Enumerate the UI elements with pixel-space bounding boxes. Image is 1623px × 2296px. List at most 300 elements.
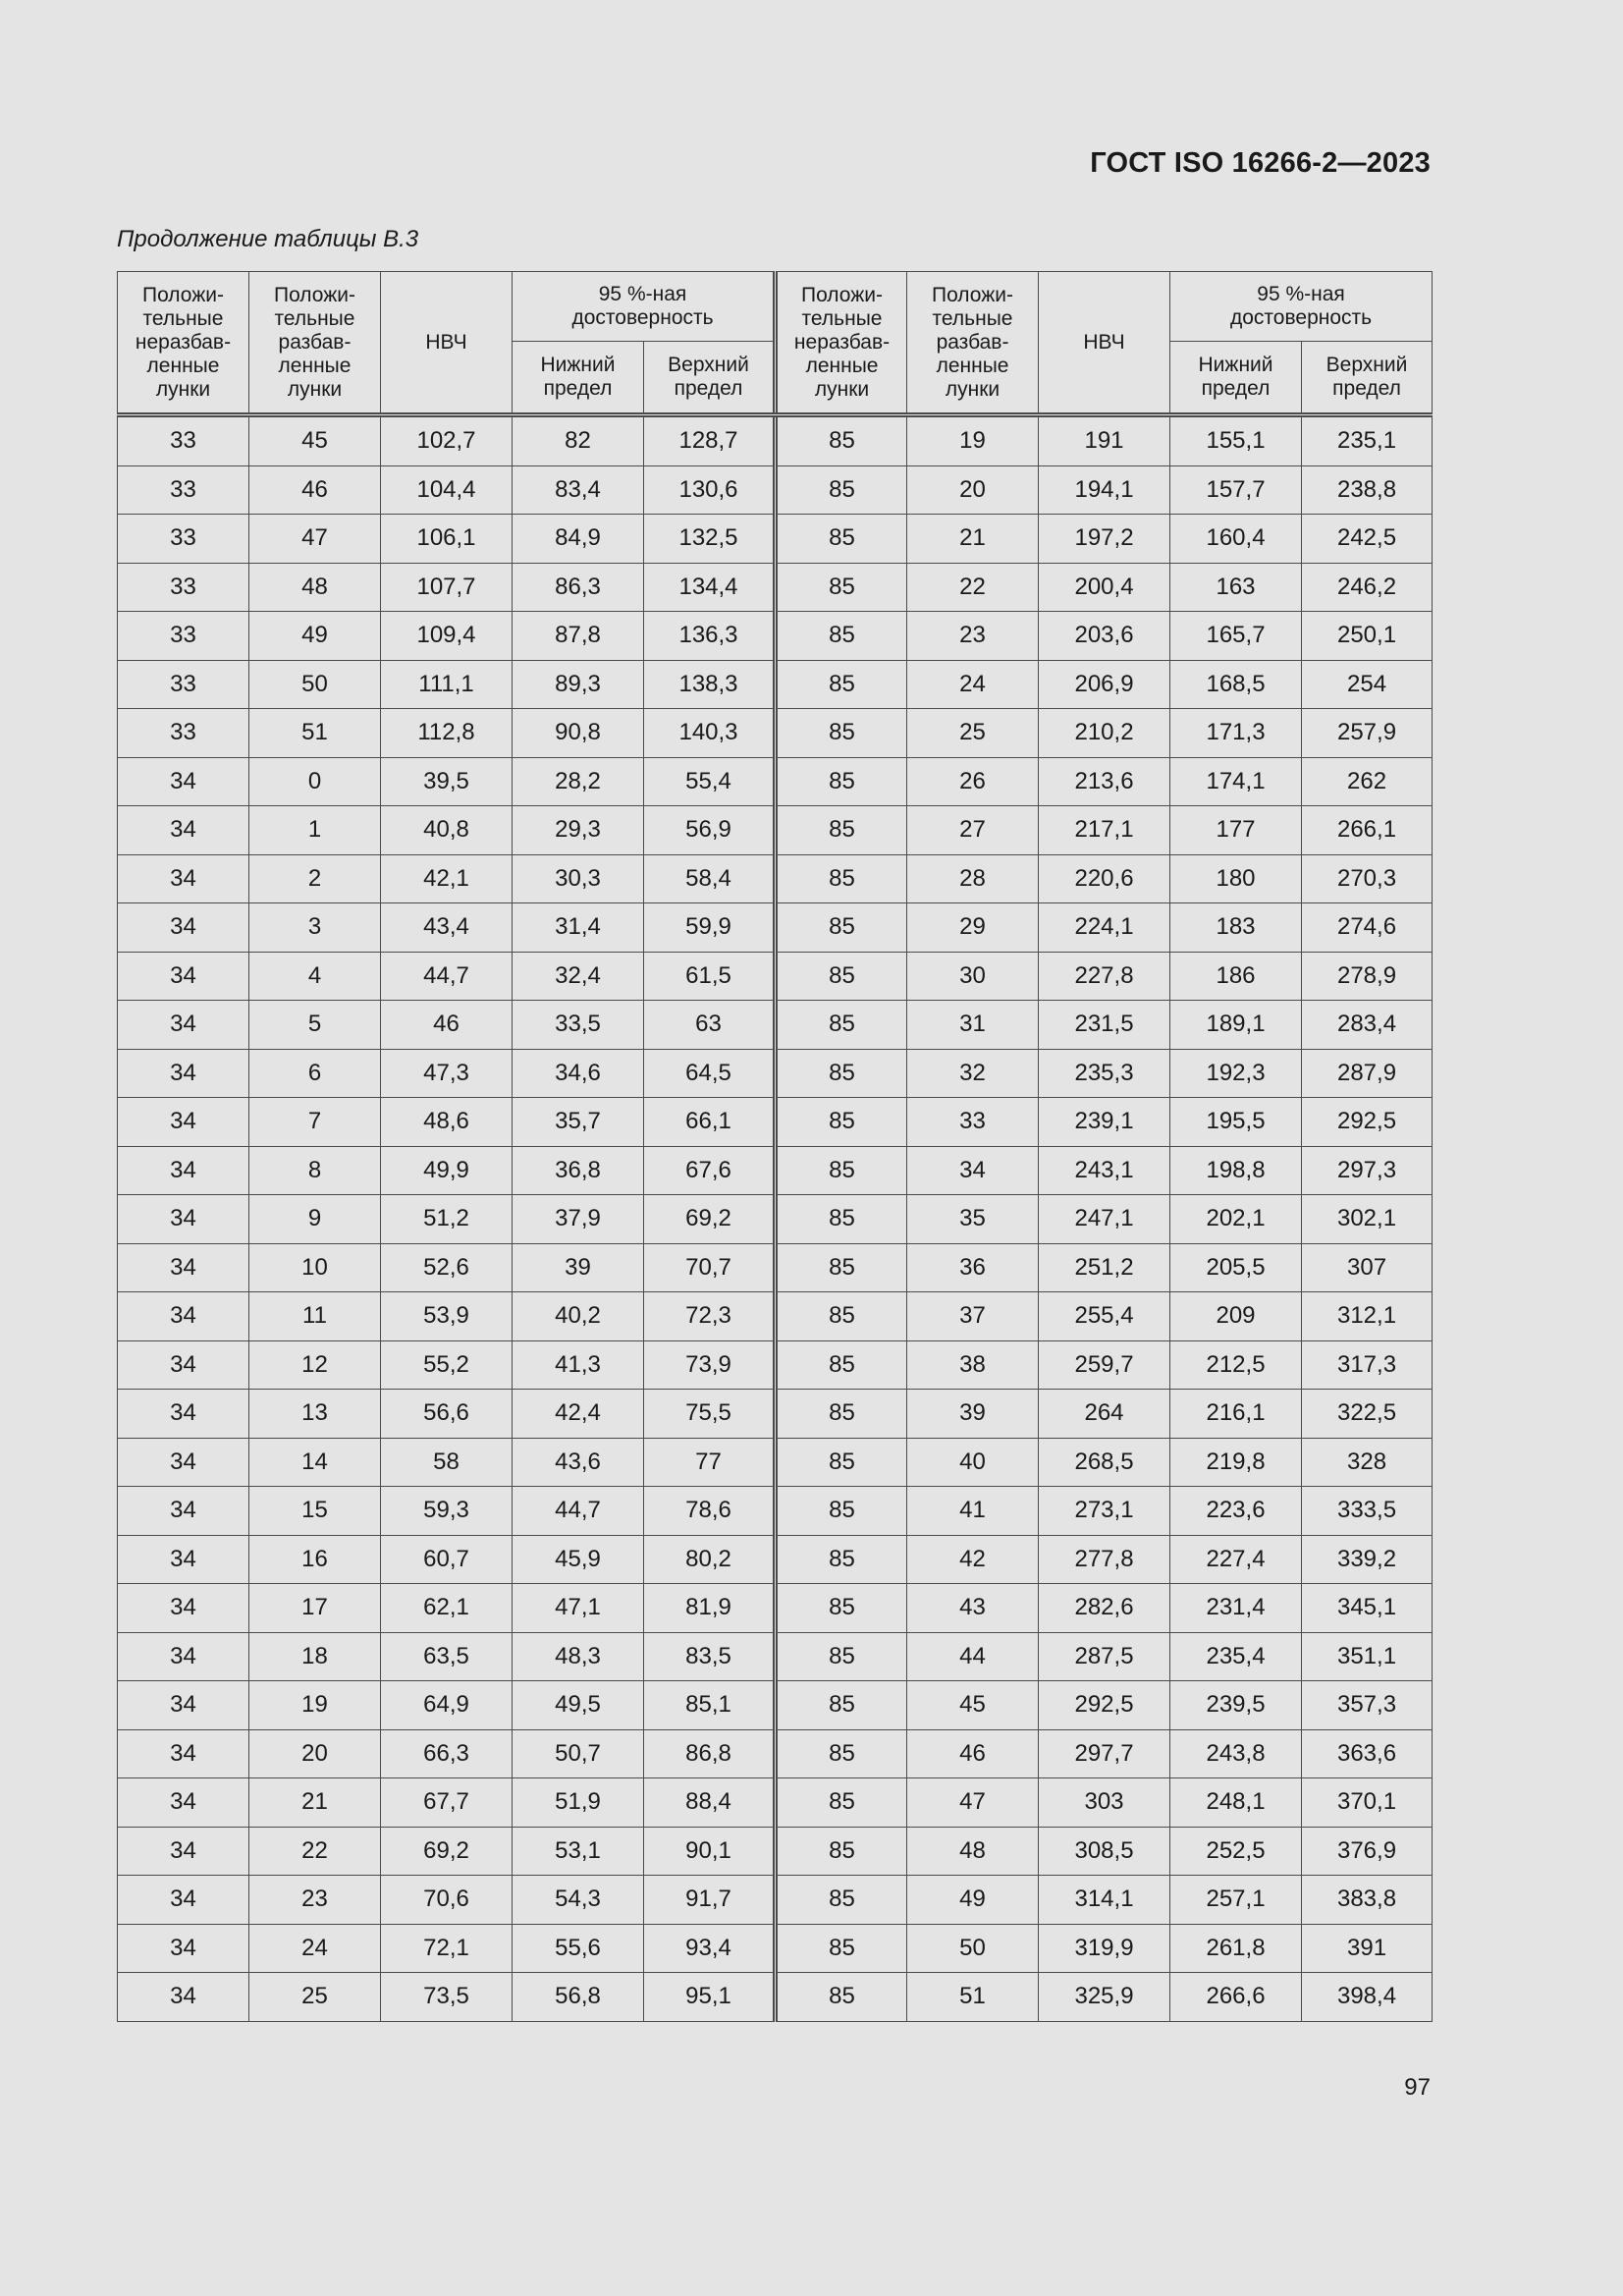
table-cell: 85 (776, 1049, 907, 1098)
table-cell: 34 (118, 903, 249, 953)
table-cell: 20 (249, 1729, 381, 1778)
table-cell: 282,6 (1039, 1584, 1170, 1633)
table-cell: 85 (776, 1390, 907, 1439)
table-cell: 210,2 (1039, 709, 1170, 758)
header-confidence-2: 95 %-ная достоверность (1170, 272, 1433, 342)
table-cell: 35 (907, 1195, 1039, 1244)
table-cell: 155,1 (1170, 415, 1302, 466)
table-cell: 62,1 (381, 1584, 513, 1633)
table-cell: 20 (907, 465, 1039, 515)
table-row (118, 1146, 1433, 1195)
table-cell: 67,7 (381, 1778, 513, 1828)
table-cell: 219,8 (1170, 1438, 1302, 1487)
page-number: 97 (1404, 2074, 1431, 2101)
table-cell: 194,1 (1039, 465, 1170, 515)
table-cell: 251,2 (1039, 1243, 1170, 1292)
header-upper-2: Верхний предел (1302, 342, 1433, 415)
table-cell: 37,9 (513, 1195, 644, 1244)
table-cell: 283,4 (1302, 1001, 1433, 1050)
table-cell: 30 (907, 952, 1039, 1001)
table-cell: 93,4 (644, 1924, 776, 1973)
table-cell: 78,6 (644, 1487, 776, 1536)
table-cell: 34 (118, 1827, 249, 1876)
table-cell: 186 (1170, 952, 1302, 1001)
table-cell: 18 (249, 1632, 381, 1681)
table-row (118, 806, 1433, 855)
table-cell: 19 (907, 415, 1039, 466)
table-cell: 246,2 (1302, 563, 1433, 612)
table-row (118, 1049, 1433, 1098)
table-cell: 255,4 (1039, 1292, 1170, 1341)
table-cell: 35,7 (513, 1098, 644, 1147)
table-cell: 177 (1170, 806, 1302, 855)
table-cell: 104,4 (381, 465, 513, 515)
table-row (118, 1827, 1433, 1876)
table-row (118, 1778, 1433, 1828)
table-cell: 12 (249, 1340, 381, 1390)
table-cell: 314,1 (1039, 1876, 1170, 1925)
table-cell: 239,5 (1170, 1681, 1302, 1730)
table-cell: 391 (1302, 1924, 1433, 1973)
table-cell: 5 (249, 1001, 381, 1050)
table-cell: 34 (118, 952, 249, 1001)
table-cell: 6 (249, 1049, 381, 1098)
table-cell: 34 (118, 854, 249, 903)
table-row (118, 1876, 1433, 1925)
table-cell: 292,5 (1039, 1681, 1170, 1730)
table-cell: 29,3 (513, 806, 644, 855)
table-cell: 85 (776, 1827, 907, 1876)
table-cell: 1 (249, 806, 381, 855)
table-row (118, 465, 1433, 515)
table-cell: 43,6 (513, 1438, 644, 1487)
table-cell: 43,4 (381, 903, 513, 953)
table-cell: 39 (513, 1243, 644, 1292)
table-cell: 19 (249, 1681, 381, 1730)
table-cell: 91,7 (644, 1876, 776, 1925)
table-cell: 59,9 (644, 903, 776, 953)
table-cell: 51,9 (513, 1778, 644, 1828)
table-cell: 243,1 (1039, 1146, 1170, 1195)
table-cell: 25 (249, 1973, 381, 2022)
table-cell: 77 (644, 1438, 776, 1487)
table-cell: 128,7 (644, 415, 776, 466)
table-cell: 34 (118, 806, 249, 855)
table-cell: 266,6 (1170, 1973, 1302, 2022)
table-cell: 72,1 (381, 1924, 513, 1973)
table-cell: 90,1 (644, 1827, 776, 1876)
table-cell: 34 (118, 1729, 249, 1778)
table-row (118, 1438, 1433, 1487)
table-cell: 192,3 (1170, 1049, 1302, 1098)
table-row (118, 757, 1433, 806)
table-cell: 95,1 (644, 1973, 776, 2022)
table-cell: 140,3 (644, 709, 776, 758)
table-row (118, 1098, 1433, 1147)
table-cell: 205,5 (1170, 1243, 1302, 1292)
table-cell: 39,5 (381, 757, 513, 806)
table-cell: 40,2 (513, 1292, 644, 1341)
table-cell: 54,3 (513, 1876, 644, 1925)
table-cell: 33 (118, 612, 249, 661)
table-cell: 46 (381, 1001, 513, 1050)
table-cell: 51 (907, 1973, 1039, 2022)
table-cell: 34 (118, 1487, 249, 1536)
table-row (118, 1487, 1433, 1536)
table-cell: 363,6 (1302, 1729, 1433, 1778)
table-cell: 36 (907, 1243, 1039, 1292)
table-cell: 383,8 (1302, 1876, 1433, 1925)
table-cell: 212,5 (1170, 1340, 1302, 1390)
header-lower-2: Нижний предел (1170, 342, 1302, 415)
table-cell: 86,3 (513, 563, 644, 612)
table-cell: 23 (907, 612, 1039, 661)
table-cell: 247,1 (1039, 1195, 1170, 1244)
table-cell: 34 (118, 1243, 249, 1292)
table-cell: 34 (118, 1778, 249, 1828)
table-cell: 345,1 (1302, 1584, 1433, 1633)
table-cell: 85 (776, 757, 907, 806)
table-cell: 262 (1302, 757, 1433, 806)
table-cell: 85 (776, 612, 907, 661)
table-cell: 85 (776, 1535, 907, 1584)
table-cell: 51 (249, 709, 381, 758)
table-cell: 2 (249, 854, 381, 903)
table-cell: 23 (249, 1876, 381, 1925)
table-cell: 24 (907, 660, 1039, 709)
table-cell: 41,3 (513, 1340, 644, 1390)
table-cell: 42,4 (513, 1390, 644, 1439)
table-cell: 112,8 (381, 709, 513, 758)
table-cell: 32 (907, 1049, 1039, 1098)
table-cell: 75,5 (644, 1390, 776, 1439)
table-cell: 85 (776, 1438, 907, 1487)
table-row (118, 1729, 1433, 1778)
table-cell: 85 (776, 1924, 907, 1973)
table-cell: 302,1 (1302, 1195, 1433, 1244)
header-upper: Верхний предел (644, 342, 776, 415)
table-cell: 29 (907, 903, 1039, 953)
table-cell: 398,4 (1302, 1973, 1433, 2022)
table-cell: 370,1 (1302, 1778, 1433, 1828)
table-cell: 66,1 (644, 1098, 776, 1147)
table-cell: 33 (118, 515, 249, 564)
table-cell: 55,6 (513, 1924, 644, 1973)
table-cell: 189,1 (1170, 1001, 1302, 1050)
table-cell: 45 (907, 1681, 1039, 1730)
table-cell: 109,4 (381, 612, 513, 661)
table-cell: 49,9 (381, 1146, 513, 1195)
header-confidence: 95 %-ная достоверность (513, 272, 776, 342)
table-cell: 34 (118, 757, 249, 806)
table-cell: 303 (1039, 1778, 1170, 1828)
table-cell: 61,5 (644, 952, 776, 1001)
table-cell: 40 (907, 1438, 1039, 1487)
table-cell: 34 (118, 1195, 249, 1244)
table-cell: 317,3 (1302, 1340, 1433, 1390)
table-cell: 85 (776, 1584, 907, 1633)
table-row (118, 1243, 1433, 1292)
table-cell: 53,1 (513, 1827, 644, 1876)
table-row (118, 709, 1433, 758)
table-cell: 130,6 (644, 465, 776, 515)
table-cell: 231,4 (1170, 1584, 1302, 1633)
table-cell: 270,3 (1302, 854, 1433, 903)
table-cell: 224,1 (1039, 903, 1170, 953)
table-cell: 195,5 (1170, 1098, 1302, 1147)
table-cell: 254 (1302, 660, 1433, 709)
table-cell: 308,5 (1039, 1827, 1170, 1876)
table-cell: 22 (249, 1827, 381, 1876)
table-cell: 80,2 (644, 1535, 776, 1584)
table-cell: 33 (118, 465, 249, 515)
table-cell: 60,7 (381, 1535, 513, 1584)
table-cell: 86,8 (644, 1729, 776, 1778)
table-cell: 45 (249, 415, 381, 466)
table-cell: 85 (776, 709, 907, 758)
table-cell: 132,5 (644, 515, 776, 564)
table-cell: 46 (249, 465, 381, 515)
table-cell: 227,4 (1170, 1535, 1302, 1584)
table-cell: 174,1 (1170, 757, 1302, 806)
table-cell: 102,7 (381, 415, 513, 466)
table-cell: 48 (249, 563, 381, 612)
table-cell: 257,1 (1170, 1876, 1302, 1925)
table-cell: 34 (118, 1973, 249, 2022)
table-cell: 85 (776, 1973, 907, 2022)
table-cell: 34 (118, 1681, 249, 1730)
table-cell: 9 (249, 1195, 381, 1244)
table-cell: 34 (118, 1535, 249, 1584)
table-cell: 85 (776, 660, 907, 709)
table-cell: 235,3 (1039, 1049, 1170, 1098)
table-cell: 248,1 (1170, 1778, 1302, 1828)
table-cell: 46 (907, 1729, 1039, 1778)
table-cell: 24 (249, 1924, 381, 1973)
table-cell: 333,5 (1302, 1487, 1433, 1536)
table-cell: 34 (118, 1146, 249, 1195)
table-cell: 90,8 (513, 709, 644, 758)
table-cell: 26 (907, 757, 1039, 806)
table-cell: 31,4 (513, 903, 644, 953)
table-cell: 34 (118, 1340, 249, 1390)
table-cell: 157,7 (1170, 465, 1302, 515)
table-cell: 70,6 (381, 1876, 513, 1925)
table-cell: 49 (907, 1876, 1039, 1925)
table-cell: 34 (118, 1876, 249, 1925)
table-cell: 85 (776, 1292, 907, 1341)
table-cell: 53,9 (381, 1292, 513, 1341)
table-cell: 85 (776, 1146, 907, 1195)
table-cell: 33 (118, 415, 249, 466)
table-cell: 85 (776, 806, 907, 855)
table-cell: 64,5 (644, 1049, 776, 1098)
table-cell: 21 (249, 1778, 381, 1828)
table-cell: 39 (907, 1390, 1039, 1439)
table-cell: 44,7 (381, 952, 513, 1001)
table-cell: 0 (249, 757, 381, 806)
table-cell: 33,5 (513, 1001, 644, 1050)
table-cell: 83,5 (644, 1632, 776, 1681)
table-cell: 63,5 (381, 1632, 513, 1681)
table-cell: 34 (118, 1924, 249, 1973)
table-cell: 325,9 (1039, 1973, 1170, 2022)
table-row (118, 563, 1433, 612)
table-cell: 10 (249, 1243, 381, 1292)
table-cell: 34 (118, 1584, 249, 1633)
table-cell: 25 (907, 709, 1039, 758)
table-cell: 85 (776, 563, 907, 612)
header-mpn: НВЧ (381, 272, 513, 415)
table-cell: 257,9 (1302, 709, 1433, 758)
table-cell: 198,8 (1170, 1146, 1302, 1195)
table-cell: 42 (907, 1535, 1039, 1584)
table-cell: 84,9 (513, 515, 644, 564)
table-cell: 111,1 (381, 660, 513, 709)
table-cell: 85 (776, 952, 907, 1001)
table-cell: 48,6 (381, 1098, 513, 1147)
table-cell: 69,2 (381, 1827, 513, 1876)
table-cell: 292,5 (1302, 1098, 1433, 1147)
table-cell: 47,3 (381, 1049, 513, 1098)
table-cell: 51,2 (381, 1195, 513, 1244)
table-cell: 67,6 (644, 1146, 776, 1195)
table-cell: 136,3 (644, 612, 776, 661)
table-cell: 261,8 (1170, 1924, 1302, 1973)
table-cell: 259,7 (1039, 1340, 1170, 1390)
table-cell: 165,7 (1170, 612, 1302, 661)
table-cell: 34 (118, 1001, 249, 1050)
table-caption: Продолжение таблицы В.3 (117, 226, 419, 252)
table-cell: 7 (249, 1098, 381, 1147)
table-cell: 40,8 (381, 806, 513, 855)
table-cell: 44,7 (513, 1487, 644, 1536)
table-cell: 16 (249, 1535, 381, 1584)
table-cell: 33 (907, 1098, 1039, 1147)
table-row (118, 1681, 1433, 1730)
table-cell: 22 (907, 563, 1039, 612)
table-cell: 64,9 (381, 1681, 513, 1730)
header-positive-undiluted-2: Положи- тельные неразбав- ленные лунки (776, 272, 907, 415)
table-cell: 85,1 (644, 1681, 776, 1730)
table-cell: 11 (249, 1292, 381, 1341)
table-cell: 206,9 (1039, 660, 1170, 709)
table-cell: 33 (118, 709, 249, 758)
table-cell: 89,3 (513, 660, 644, 709)
table-cell: 81,9 (644, 1584, 776, 1633)
table-cell: 34 (118, 1390, 249, 1439)
table-row (118, 415, 1433, 466)
table-row (118, 1340, 1433, 1390)
table-row (118, 1924, 1433, 1973)
table-cell: 297,3 (1302, 1146, 1433, 1195)
table-cell: 32,4 (513, 952, 644, 1001)
table-cell: 15 (249, 1487, 381, 1536)
header-positive-diluted-2: Положи- тельные разбав- ленные лунки (907, 272, 1039, 415)
table-row (118, 1535, 1433, 1584)
table-cell: 85 (776, 1340, 907, 1390)
table-cell: 41 (907, 1487, 1039, 1536)
table-cell: 235,1 (1302, 415, 1433, 466)
table-cell: 183 (1170, 903, 1302, 953)
table-row (118, 1390, 1433, 1439)
table-cell: 52,6 (381, 1243, 513, 1292)
table-cell: 8 (249, 1146, 381, 1195)
table-cell: 50 (249, 660, 381, 709)
table-cell: 82 (513, 415, 644, 466)
table-row (118, 515, 1433, 564)
table-cell: 85 (776, 1243, 907, 1292)
table-cell: 250,1 (1302, 612, 1433, 661)
table-cell: 56,9 (644, 806, 776, 855)
table-cell: 43 (907, 1584, 1039, 1633)
table-cell: 85 (776, 1195, 907, 1244)
table-cell: 72,3 (644, 1292, 776, 1341)
table-row (118, 1632, 1433, 1681)
table-cell: 47,1 (513, 1584, 644, 1633)
table-cell: 56,8 (513, 1973, 644, 2022)
table-cell: 264 (1039, 1390, 1170, 1439)
document-id: ГОСТ ISO 16266-2—2023 (1090, 147, 1431, 179)
table-cell: 73,9 (644, 1340, 776, 1390)
header-lower: Нижний предел (513, 342, 644, 415)
table-cell: 242,5 (1302, 515, 1433, 564)
table-cell: 21 (907, 515, 1039, 564)
table-cell: 38 (907, 1340, 1039, 1390)
mpn-table (117, 271, 1433, 2022)
table-cell: 59,3 (381, 1487, 513, 1536)
table-cell: 223,6 (1170, 1487, 1302, 1536)
table-cell: 85 (776, 515, 907, 564)
table-cell: 85 (776, 1876, 907, 1925)
table-cell: 220,6 (1039, 854, 1170, 903)
table-cell: 13 (249, 1390, 381, 1439)
table-cell: 28 (907, 854, 1039, 903)
table-cell: 85 (776, 1632, 907, 1681)
table-cell: 138,3 (644, 660, 776, 709)
table-cell: 238,8 (1302, 465, 1433, 515)
table-cell: 87,8 (513, 612, 644, 661)
table-cell: 106,1 (381, 515, 513, 564)
table-cell: 287,9 (1302, 1049, 1433, 1098)
table-cell: 171,3 (1170, 709, 1302, 758)
header-positive-diluted: Положи- тельные разбав- ленные лунки (249, 272, 381, 415)
table-cell: 202,1 (1170, 1195, 1302, 1244)
table-cell: 277,8 (1039, 1535, 1170, 1584)
table-cell: 209 (1170, 1292, 1302, 1341)
table-cell: 14 (249, 1438, 381, 1487)
table-cell: 239,1 (1039, 1098, 1170, 1147)
table-cell: 85 (776, 1778, 907, 1828)
table-cell: 357,3 (1302, 1681, 1433, 1730)
table-cell: 48,3 (513, 1632, 644, 1681)
table-cell: 85 (776, 465, 907, 515)
table-cell: 48 (907, 1827, 1039, 1876)
table-cell: 268,5 (1039, 1438, 1170, 1487)
table-cell: 34 (118, 1098, 249, 1147)
table-cell: 227,8 (1039, 952, 1170, 1001)
table-row (118, 1292, 1433, 1341)
table-cell: 49 (249, 612, 381, 661)
table-cell: 69,2 (644, 1195, 776, 1244)
table-cell: 58 (381, 1438, 513, 1487)
table-cell: 85 (776, 1001, 907, 1050)
table-cell: 28,2 (513, 757, 644, 806)
table-row (118, 1584, 1433, 1633)
table-cell: 107,7 (381, 563, 513, 612)
table-cell: 33 (118, 660, 249, 709)
table-cell: 339,2 (1302, 1535, 1433, 1584)
